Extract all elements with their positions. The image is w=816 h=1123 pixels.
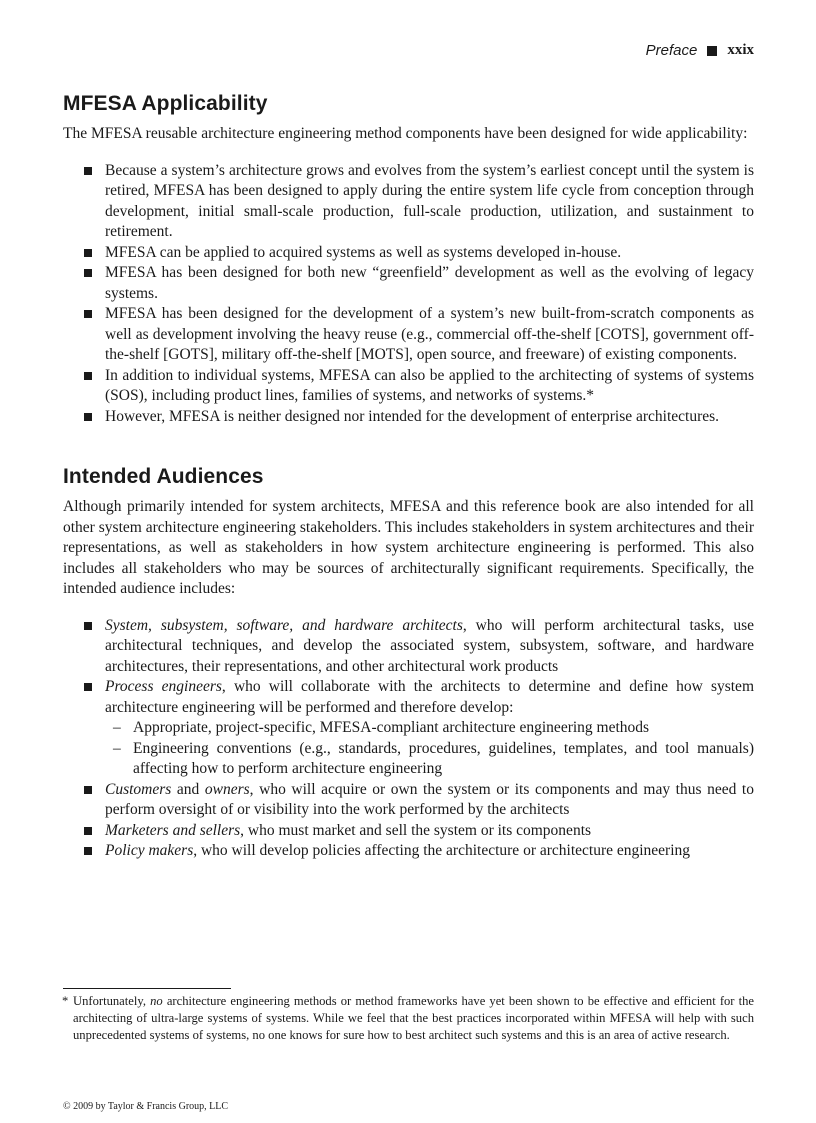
list-item: Customers and owners, who will acquire or own the system or its components and may thus need to perform oversight of or visibility into the work performed by the architects bbox=[63, 780, 754, 821]
footnote: * Unfortunately, no architecture engineering methods or method frameworks have yet been shown to be effective and efficient for the architecting of ultra-large systems of systems. While we feel that the best practices incorporated within MFESA will help with such unprecedented systems of systems, no one knows for sure how to best architect such systems and this is an area of active research. bbox=[62, 994, 755, 1042]
list-item: MFESA has been designed for both new “greenfield” development as well as the evolving of legacy systems. bbox=[63, 263, 754, 304]
audiences-intro: Although primarily intended for system architects, MFESA and this reference book are also intended for all other system architecture engineering stakeholders. This includes stakeholders in system architectures and their representations, as well as stakeholders in how system architecture engineering is performed. This also includes all stakeholders who may be sources of architecturally significant requirements. Specifically, the intended audience includes: bbox=[63, 498, 754, 597]
square-bullet-icon bbox=[84, 786, 92, 794]
list-item: Process engineers, who will collaborate with the architects to determine and define how system architecture engineering will be performed and therefore develop: – Appropriate, project-specific, MFESA-compliant architecture engineering methods – Engineering conventions (e.g., standards, procedures, guidelines, templates, and tool manuals) affecting how to perform architecture engineering bbox=[63, 677, 754, 780]
running-head bbox=[646, 42, 754, 59]
audience-term: System, subsystem, software, and hardware architects bbox=[105, 616, 463, 634]
square-bullet-icon bbox=[84, 622, 92, 630]
audience-term: Process engineers bbox=[105, 678, 222, 695]
audience-term: Customers bbox=[105, 780, 172, 798]
list-item: System, subsystem, software, and hardware architects, who will perform architectural tasks, use architectural techniques, and develop the associated system, subsystem, software, and hardware architectures, their representations, and other architectural work products bbox=[63, 616, 754, 678]
section-intended-audiences bbox=[63, 465, 754, 862]
section-heading-applicability: MFESA Applicability bbox=[63, 92, 268, 115]
sub-list-item: – Appropriate, project-specific, MFESA-compliant architecture engineering methods bbox=[113, 719, 650, 736]
section-heading-audiences: Intended Audiences bbox=[63, 465, 264, 488]
applicability-list bbox=[63, 161, 754, 428]
square-bullet-icon bbox=[84, 372, 92, 380]
square-bullet-icon bbox=[84, 167, 92, 175]
list-item: MFESA has been designed for the development of a system’s new built-from-scratch components as well as development involving the heavy reuse (e.g., commercial off-the-shelf [COTS], government off-the-shelf [GOTS], military off-the-shelf [MOTS], open source, and freeware) of existing components. bbox=[63, 304, 754, 366]
running-head-section: Preface bbox=[645, 42, 698, 59]
list-item: Policy makers, who will develop policies affecting the architecture or architecture engineering bbox=[63, 841, 754, 862]
list-item: Because a system’s architecture grows and evolves from the system’s earliest concept until the system is retired, MFESA has been designed to apply during the entire system life cycle from conception through development, initial small-scale production, full-scale production, utilization, and sustainment to retirement. bbox=[63, 161, 754, 243]
square-bullet-icon bbox=[707, 46, 717, 56]
square-bullet-icon bbox=[84, 827, 92, 835]
square-bullet-icon bbox=[84, 683, 92, 691]
sub-list-item: – Engineering conventions (e.g., standards, procedures, guidelines, templates, and tool manuals) affecting how to perform architecture engineering bbox=[113, 739, 754, 777]
list-item: However, MFESA is neither designed nor intended for the development of enterprise architectures. bbox=[63, 407, 754, 428]
page-content bbox=[63, 92, 754, 862]
audiences-list bbox=[63, 616, 754, 862]
applicability-intro: The MFESA reusable architecture engineering method components have been designed for wide applicability: bbox=[63, 125, 748, 142]
copyright-notice: © 2009 by Taylor & Francis Group, LLC bbox=[63, 1101, 229, 1112]
square-bullet-icon bbox=[84, 249, 92, 257]
list-item: MFESA can be applied to acquired systems as well as systems developed in-house. bbox=[63, 243, 754, 264]
square-bullet-icon bbox=[84, 310, 92, 318]
list-item: In addition to individual systems, MFESA can also be applied to the architecting of systems of systems (SOS), including product lines, families of systems, and networks of systems.* bbox=[63, 366, 754, 407]
footnote-mark: * bbox=[62, 994, 69, 1008]
page-number: xxix bbox=[727, 42, 754, 58]
audience-term: owners bbox=[204, 780, 250, 798]
footnote-emphasis: no bbox=[150, 994, 163, 1008]
footnote-rule bbox=[63, 988, 231, 989]
square-bullet-icon bbox=[84, 269, 92, 277]
square-bullet-icon bbox=[84, 847, 92, 855]
sub-list bbox=[105, 718, 754, 780]
audience-term: Marketers and sellers bbox=[105, 821, 241, 839]
list-item: Marketers and sellers, who must market and sell the system or its components bbox=[63, 821, 754, 842]
square-bullet-icon bbox=[84, 413, 92, 421]
audience-term: Policy makers bbox=[105, 842, 194, 859]
